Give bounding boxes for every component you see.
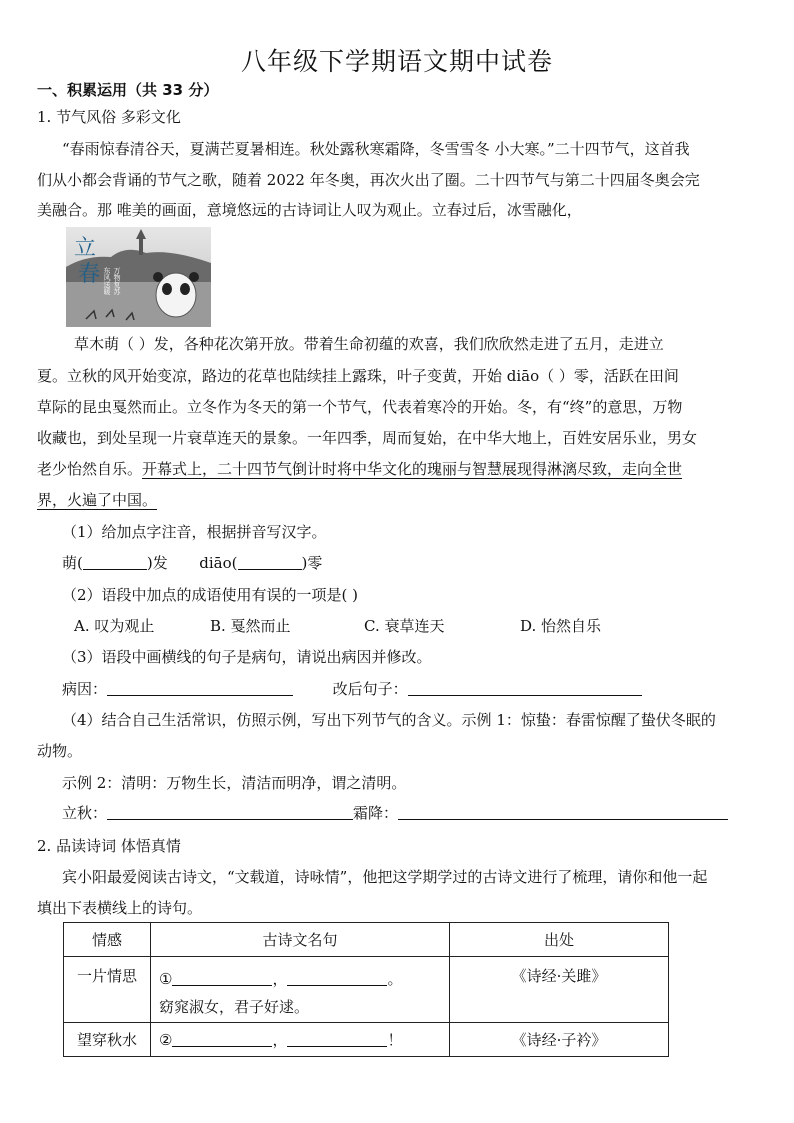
liqiu-blank[interactable] [107,805,353,820]
poem-line: 窈窕淑女，君子好逑。 [159,998,310,1016]
cause-blank[interactable] [107,681,293,696]
poem-blank[interactable] [172,1032,272,1047]
passage-line: 美融合。那 唯美的画面，意境悠远的古诗词让人叹为观止。立春过后，冰雪融化， [37,201,582,219]
pinyin-label-b-end: )零 [301,554,323,572]
cause-label: 病因： [62,680,108,698]
end-mark: ！ [387,1031,403,1049]
image-char-li: 立 [74,236,97,261]
pinyin-row [62,553,322,573]
passage-line [37,459,682,479]
image-caption-2: 万物复苏 [113,267,121,295]
underlined-sentence: 开幕式上，二十四节气倒计时将中华文化的瑰丽与智慧展现得淋漓尽致，走向全世 [142,460,683,478]
page-title: 八年级下学期语文期中试卷 [240,47,553,76]
table-header: 情感 [64,923,151,957]
table-header-row [64,923,669,957]
option-b[interactable]: B. 戛然而止 [210,617,291,635]
poem-cell [151,1023,450,1057]
source-cell: 《诗经·子衿》 [450,1023,669,1057]
image-caption-1: 东风送暖 [103,267,111,295]
poetry-table [63,922,669,1057]
poem-blank[interactable] [287,971,387,986]
poem-blank[interactable] [287,1032,387,1047]
passage-line: 草际的昆虫戛然而止。立冬作为冬天的第一个节气，代表着寒冷的开始。冬，有“终”的意思，万物 [37,398,683,416]
underlined-sentence: 界，火遍了中国。 [37,491,158,509]
section-heading: 一、积累运用（共 33 分） [37,81,219,99]
subquestion-1: （1）给加点字注音，根据拼音写汉字。 [62,523,327,541]
table-header: 古诗文名句 [151,923,450,957]
poem-cell [151,957,450,1023]
passage-text: 老少怡然自乐。 [37,460,143,478]
revised-label: 改后句子： [332,680,408,698]
passage-line: 填出下表横线上的诗句。 [37,899,203,917]
shuangjiang-blank[interactable] [398,805,728,820]
liqiu-label: 立秋： [62,804,108,822]
passage-line: 收藏也，到处呈现一片衰草连天的景象。一年四季，周而复始，在中华大地上，百姓安居乐业，男女 [37,429,698,447]
emotion-cell: 一片情思 [64,957,151,1023]
table-header: 出处 [450,923,669,957]
question-2-heading: 2. 品读诗词 体悟真情 [37,837,181,855]
separator: ， [272,970,288,988]
item-number: ② [159,1031,173,1049]
subquestion-2: （2）语段中加点的成语使用有误的一项是( ) [62,586,359,604]
revised-blank[interactable] [408,681,642,696]
pinyin-label-b: diāo( [199,554,238,572]
pinyin-label-a-end: )发 [146,554,168,572]
emotion-cell: 望穿秋水 [64,1023,151,1057]
subquestion-3: （3）语段中画横线的句子是病句，请说出病因并修改。 [62,648,432,666]
lichun-photo [66,227,211,327]
passage-line: 宾小阳最爱阅读古诗文，“文载道，诗咏情”，他把这学期学过的古诗文进行了梳理，请你和他一起 [62,868,708,886]
poem-blank[interactable] [172,971,272,986]
question-1-heading: 1. 节气风俗 多彩文化 [37,108,181,126]
options-row [74,616,674,636]
subquestion-4: （4）结合自己生活常识，仿照示例，写出下列节气的含义。示例 1：惊蛰：春雷惊醒了蛰伏冬眠的 [62,711,716,729]
option-c[interactable]: C. 衰草连天 [364,617,445,635]
passage-line: 们从小都会背诵的节气之歌，随着 2022 年冬奥，再次火出了圈。二十四节气与第二十四届冬奥会完 [37,171,700,189]
answer-blank[interactable] [238,555,302,570]
answer-row [62,803,728,823]
shuangjiang-label: 霜降： [353,804,399,822]
image-char-chun: 春 [78,262,101,287]
option-a[interactable]: A. 叹为观止 [74,617,155,635]
separator: ， [272,1031,288,1049]
passage-line: 草木萌（ ）发，各种花次第开放。带着生命初蕴的欢喜，我们欣欣然走进了五月，走进立 [74,335,664,353]
table-row [64,957,669,1023]
end-mark: 。 [387,970,403,988]
source-cell: 《诗经·关雎》 [450,957,669,1023]
passage-line: “春雨惊春清谷天，夏满芒夏暑相连。秋处露秋寒霜降，冬雪雪冬 小大寒。”二十四节气，这首我 [62,140,690,158]
answer-blank[interactable] [83,555,147,570]
option-d[interactable]: D. 怡然自乐 [520,617,602,635]
example-2: 示例 2：清明：万物生长，清洁而明净，谓之清明。 [62,774,407,792]
table-row [64,1023,669,1057]
pinyin-label-a: 萌( [62,554,83,572]
answer-row [62,679,642,699]
subquestion-4-cont: 动物。 [37,742,83,760]
item-number: ① [159,970,173,988]
passage-line: 夏。立秋的风开始变凉，路边的花草也陆续挂上露珠，叶子变黄，开始 diāo（ ）零，活跃在田间 [37,367,679,385]
